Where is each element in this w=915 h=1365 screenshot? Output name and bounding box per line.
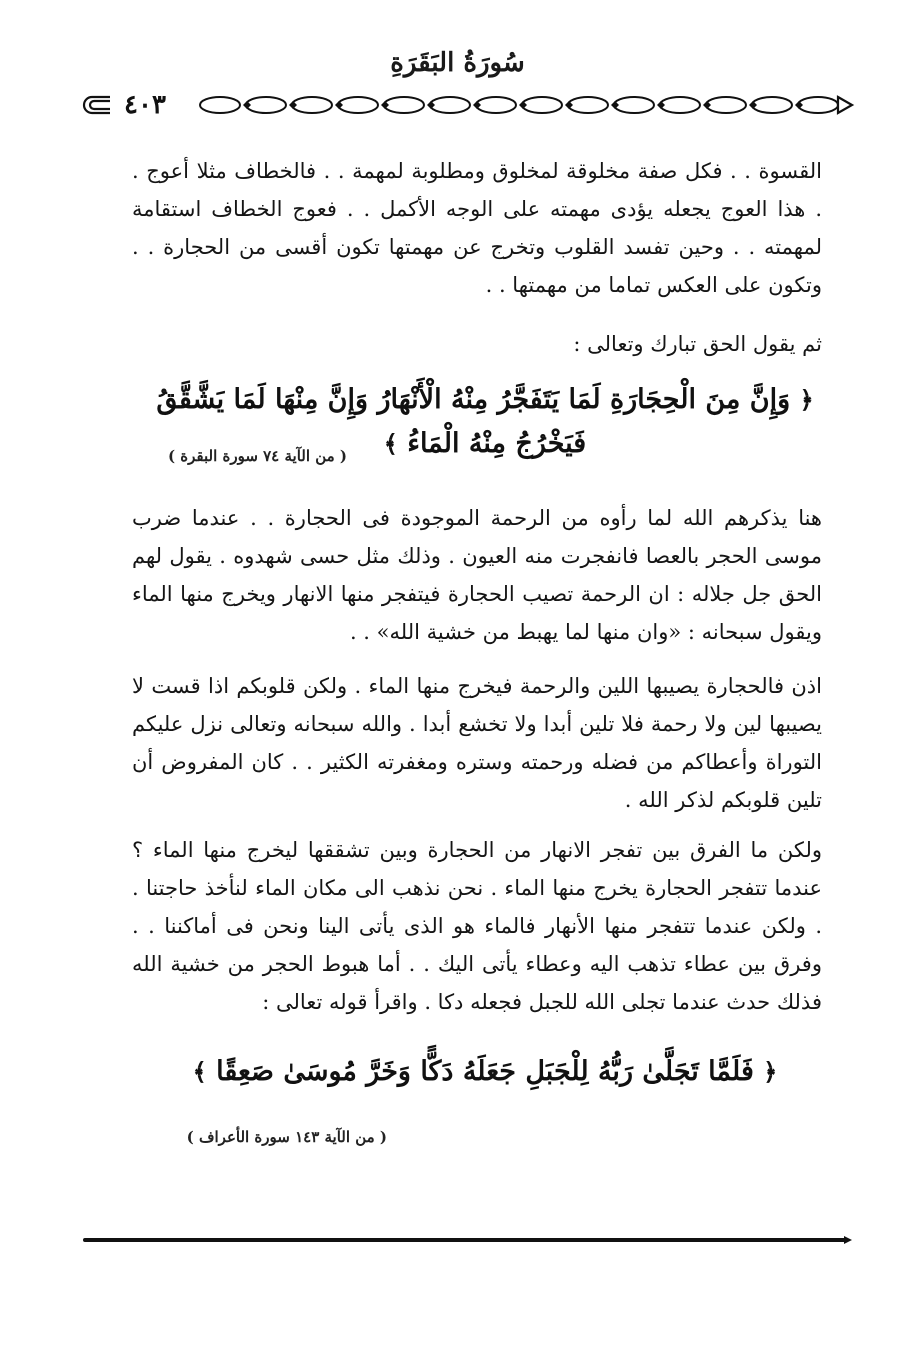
- footer-divider: [83, 1238, 848, 1242]
- verse-open-bracket: ﴿: [763, 1057, 778, 1086]
- paragraph-1: القسوة . . فكل صفة مخلوقة لمخلوق ومطلوبة لمهمة . . فالخطاف مثلا أعوج . . هذا العوج يجعله يؤدى مهمته على الوجه الأكمل . . فعوج الخطاف استقامة لمهمته . . وحين تفسد القلوب وتخرج عن مهمتها تكون أقسى من الحجارة . . وتكون على العكس تماما من مهمتها . .: [132, 159, 822, 297]
- verse-close-bracket: ﴾: [192, 1057, 207, 1086]
- paragraph-4: ولكن ما الفرق بين تفجر الانهار من الحجارة وبين تشققها ليخرج منها الماء ؟ عندما تتفجر الحجارة يخرج منها الماء . نحن نذهب الى مكان الماء لنأخذ حاجتنا . . ولكن عندما تتفجر منها الأنهار فالماء هو الذى يأتى الينا ونحن فى أماكننا . . وفرق بين عطاء تذهب اليه وعطاء يأتى اليك . . أما هبوط الحجر من خشية الله فذلك حدث عندما تجلى الله للجبل فجعله دكا . واقرأ قوله تعالى :: [132, 838, 822, 1014]
- quran-verse-2: [130, 1050, 840, 1094]
- verse-2-citation: ( من الآية ١٤٣ سورة الأعراف ): [186, 1128, 387, 1146]
- verse-1-citation: ( من الآية ٧٤ سورة البقرة ): [167, 447, 347, 465]
- verse-close-bracket: ﴾: [383, 429, 398, 458]
- verse-1-text: وَإِنَّ مِنَ الْحِجَارَةِ لَمَا يَتَفَجَّرُ مِنْهُ الْأَنْهَارُ وَإِنَّ مِنْهَا لَمَا يَشَّقَّقُ فَيَخْرُجُ مِنْهُ الْمَاءُ: [156, 384, 791, 459]
- ornamental-header-band: [80, 88, 860, 122]
- verse-open-bracket: ﴿: [799, 385, 814, 414]
- paragraph-3: اذن فالحجارة يصيبها اللين والرحمة فيخرج منها الماء . ولكن قلوبكم اذا قست لا يصيبها لين ولا رحمة فلا تلين أبدا ولا تخشع أبدا . والله سبحانه وتعالى نزل عليكم التوراة وأعطاكم من فضله ورحمته وستره ومغفرته الكثير . . كان المفروض أن تلين قلوبكم لذكر الله .: [132, 674, 822, 812]
- verse-intro: ثم يقول الحق تبارك وتعالى :: [573, 332, 822, 356]
- verse-2-text: فَلَمَّا تَجَلَّىٰ رَبُّهُ لِلْجَبَلِ جَعَلَهُ دَكًّا وَخَرَّ مُوسَىٰ صَعِقًا: [216, 1056, 754, 1087]
- paragraph-2: هنا يذكرهم الله لما رأوه من الرحمة الموجودة فى الحجارة . . عندما ضرب موسى الحجر بالعصا فانفجرت منه العيون . وذلك مثل حسى شهدوه . يقول لهم الحق جل جلاله : ان الرحمة تصيب الحجارة فيتفجر منها الانهار ويخرج منها الماء ويقول سبحانه : «وان منها لما يهبط من خشية الله» . .: [132, 506, 822, 644]
- surah-title: سُورَةُ البَقَرَةِ: [390, 48, 525, 78]
- page-number: ٤٠٣: [110, 88, 180, 122]
